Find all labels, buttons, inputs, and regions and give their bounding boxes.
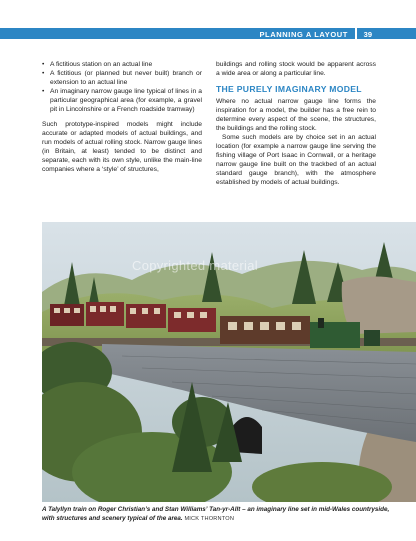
- page-number: 39: [363, 30, 372, 39]
- body-paragraph: Such prototype-inspired models might include accurate or adapted models of actual buildings, and run models of actual rolling stock. Narrow gauge lines (in Britain, at least) tended to be distinct and separate, each with its own style, unlike the main-line companies where a ‘style’ of structures,: [42, 121, 202, 173]
- body-paragraph: Where no actual narrow gauge line forms the inspiration for a model, the builder has a free rein to determine every aspect of the scene, the structures, the buildings and the rolling stock.: [216, 98, 376, 132]
- caption-text: A Talyllyn train on Roger Christian’s and Stan Williams’ Tan-yr-Allt – an imaginary line set in mid-Wales countryside, with structures and scenery typical of the area.: [42, 506, 390, 522]
- header-separator: [355, 28, 357, 39]
- bullet-item: • An imaginary narrow gauge line typical of lines in a particular geographical area (for example, a gravel pit in Lincolnshire or a French roadside tramway): [42, 87, 202, 114]
- continued-paragraph: buildings and rolling stock would be apparent across a wide area or along a particular line.: [216, 61, 376, 77]
- body-paragraph: Some such models are by choice set in an actual location (for example a narrow gauge line serving the fishing village of Port Isaac in Cornwall, or a heritage narrow gauge line built on the trackbed of an actual standard gauge branch), with the atmosphere established by models of actual buildings.: [216, 134, 376, 186]
- bullet-item: • A fictitious station on an actual line: [42, 60, 202, 69]
- section-heading: THE PURELY IMAGINARY MODEL: [216, 84, 362, 94]
- left-column: [42, 60, 202, 174]
- photo-caption: [42, 506, 398, 523]
- right-column: [216, 60, 376, 187]
- bullet-item: • A fictitious (or planned but never built) branch or extension to an actual line: [42, 69, 202, 87]
- photo-credit: MICK THORNTON: [184, 515, 235, 522]
- header-band: [0, 28, 416, 39]
- running-title: PLANNING A LAYOUT: [259, 30, 348, 39]
- watermark: Copyrighted material: [132, 258, 258, 273]
- bullet-list: [42, 60, 202, 114]
